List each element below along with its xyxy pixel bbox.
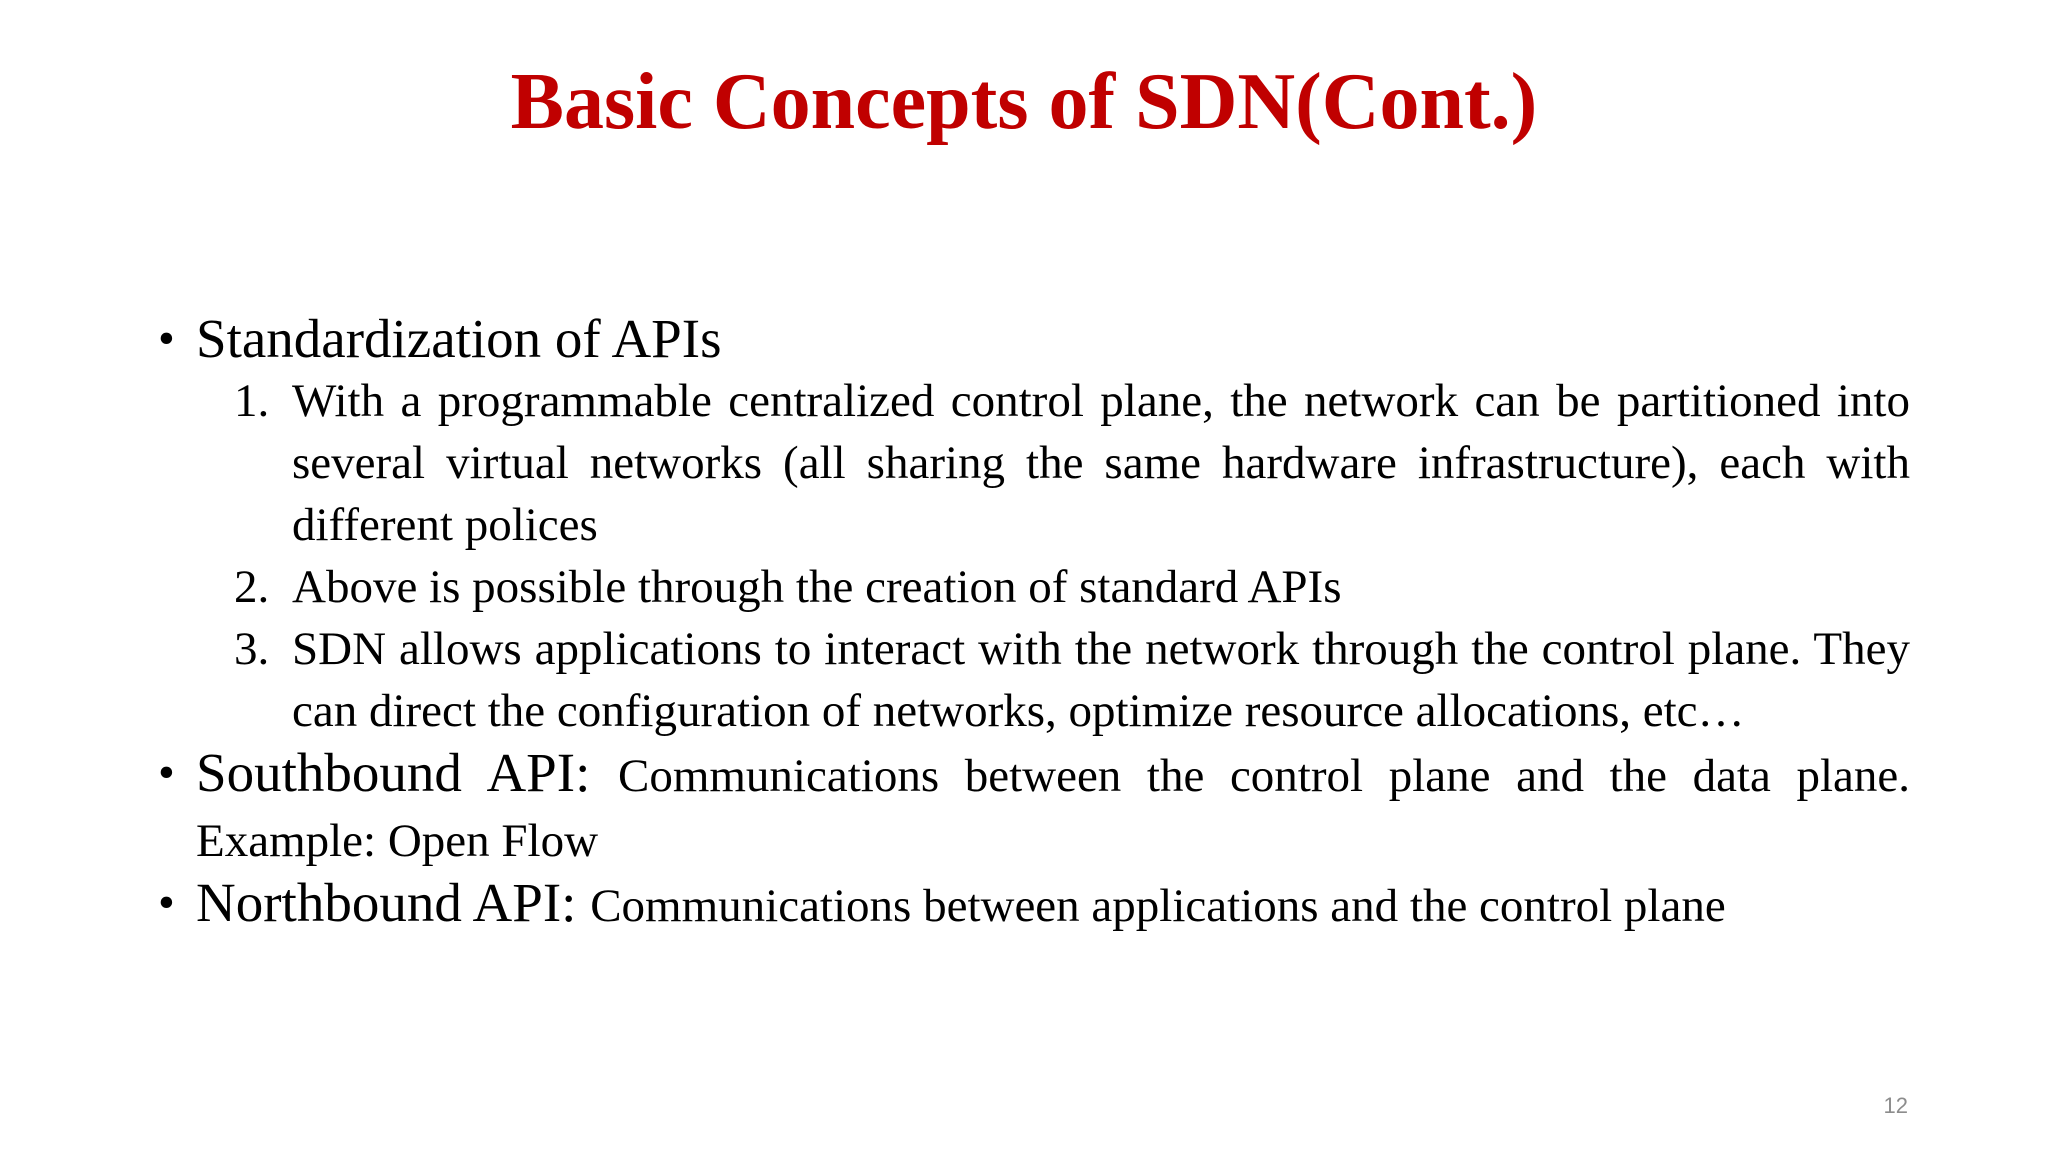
list-item-text: Above is possible through the creation of standard APIs <box>292 561 1342 613</box>
slide-title: Basic Concepts of SDN(Cont.) <box>510 58 1538 146</box>
bullet-heading: Northbound API: <box>196 872 577 933</box>
page-number: 12 <box>1883 1093 1908 1118</box>
list-number: 1. <box>234 375 270 427</box>
slide-content <box>150 308 1910 937</box>
list-number: 3. <box>234 623 270 675</box>
list-item <box>150 370 1910 556</box>
list-item-text: With a programmable centralized control plane, the network can be partitioned into several virtual networks (all sharing the same hardware infrastructure), each with different polices <box>292 375 1910 551</box>
bullet-marker: • <box>158 746 175 799</box>
list-item <box>150 618 1910 742</box>
bullet-marker: • <box>158 312 175 365</box>
bullet-text: Communications between the control plane and the data plane. Example: Open Flow <box>196 750 1910 867</box>
bullet-northbound <box>150 872 1910 937</box>
bullet-heading: Southbound API: <box>196 742 591 803</box>
bullet-heading: Standardization of APIs <box>196 308 722 369</box>
bullet-standardization <box>150 308 1910 370</box>
bullet-text: Communications between applications and the control plane <box>590 880 1726 932</box>
bullet-marker: • <box>158 876 175 929</box>
numbered-list <box>150 370 1910 742</box>
list-number: 2. <box>234 561 270 613</box>
list-item-text: SDN allows applications to interact with the network through the control plane. They can direct the configuration of networks, optimize resource allocations, etc… <box>292 623 1910 737</box>
list-item <box>150 556 1910 618</box>
bullet-southbound <box>150 742 1910 872</box>
